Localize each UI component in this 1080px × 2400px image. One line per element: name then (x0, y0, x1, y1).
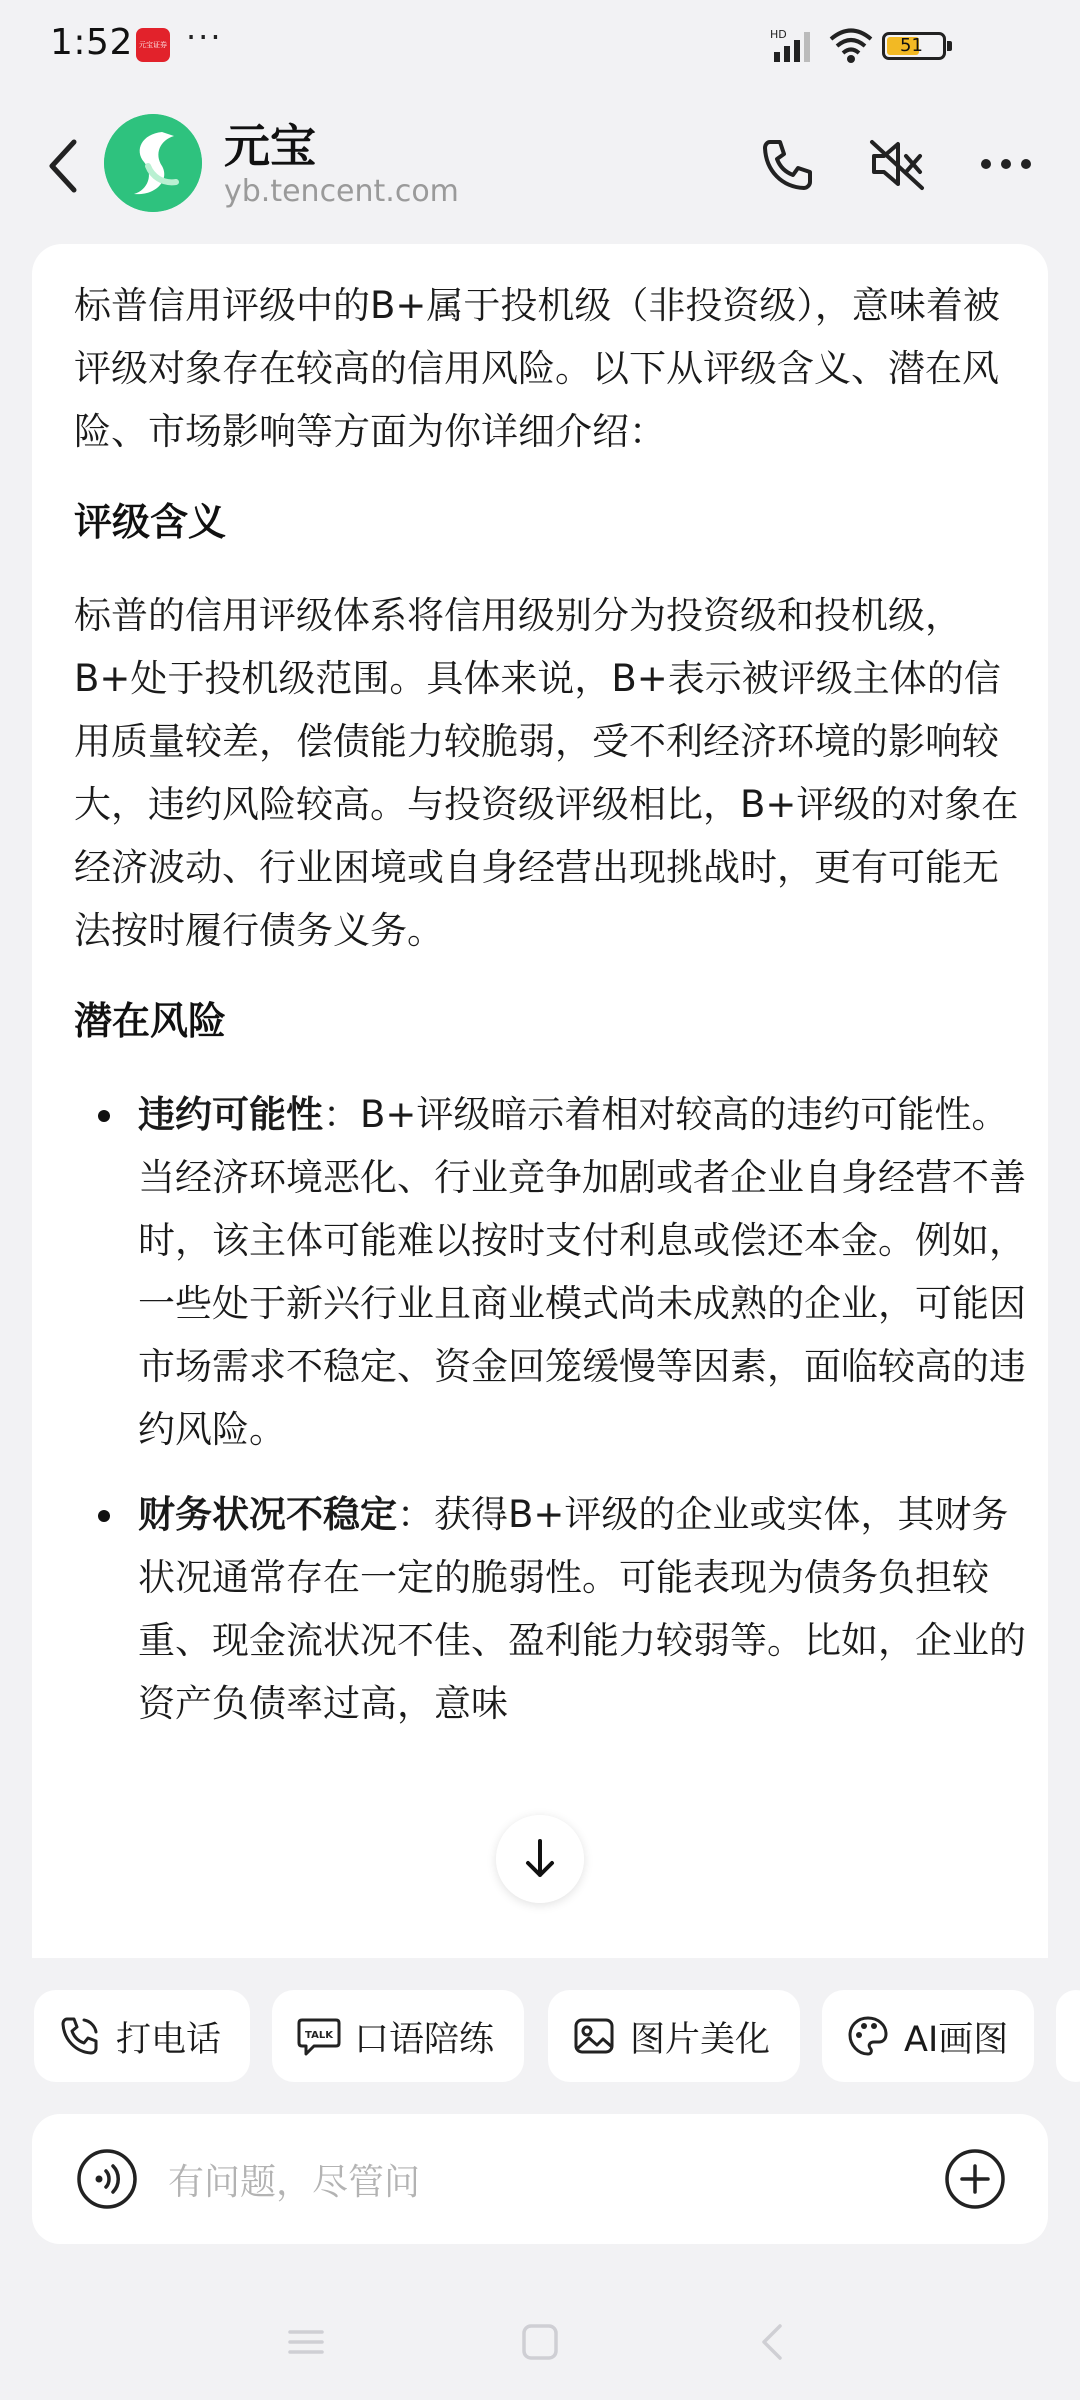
section-body: 标普的信用评级体系将信用级别分为投资级和投机级，B+处于投机级范围。具体来说，B+表示被评级主体的信用质量较差，偿债能力较脆弱，受不利经济环境的影响较大，违约风险较高。与投资级评级相比，B+评级的对象在经济波动、行业困境或自身经营出现挑战时，更有可能无法按时履行债务义务。 (74, 594, 1019, 952)
talk-icon (296, 2014, 342, 2058)
list-item (74, 1083, 1034, 1461)
signal-icon (770, 28, 820, 64)
quick-actions (0, 1990, 1080, 2082)
battery-icon (882, 32, 946, 60)
chat-subtitle: yb.tencent.com (224, 174, 459, 209)
quick-action-label: 口语陪练 (354, 2020, 495, 2060)
notification-app-icon (136, 28, 170, 62)
battery-level: 51 (900, 35, 923, 56)
bullet-dot (98, 1510, 110, 1522)
quick-action-call[interactable] (34, 1990, 250, 2082)
back-icon[interactable] (44, 134, 84, 198)
scroll-to-bottom-button[interactable] (496, 1815, 584, 1903)
list-item-text: ：B+评级暗示着相对较高的违约可能性。当经济环境恶化、行业竞争加剧或者企业自身经营不善时，该主体可能难以按时支付利息或偿还本金。例如，一些处于新兴行业且商业模式尚未成熟的企业，可能因市场需求不稳定、资金回笼缓慢等因素，面临较高的违约风险。 (138, 1093, 1026, 1451)
list-item-title: 财务状况不稳定 (138, 1493, 397, 1536)
list-item-text: ：获得B+评级的企业或实体，其财务状况通常存在一定的脆弱性。可能表现为债务负担较重、现金流状况不佳、盈利能力较弱等。比如，企业的资产负债率过高，意味 (138, 1493, 1026, 1725)
add-attachment-icon[interactable] (944, 2148, 1006, 2210)
ai-response-card (32, 244, 1048, 1958)
section-heading: 潜在风险 (74, 999, 227, 1043)
more-options-icon[interactable] (976, 132, 1036, 196)
status-icons (770, 26, 1040, 66)
quick-action-speaking[interactable] (272, 1990, 524, 2082)
status-time: 1:52 (50, 22, 133, 63)
quick-action-image-beautify[interactable] (548, 1990, 800, 2082)
app-badge-text: 元宝证券 (139, 41, 167, 49)
list-item (74, 1483, 1034, 1735)
status-bar (0, 0, 1080, 92)
yuanbao-logo (104, 114, 202, 212)
system-back-icon[interactable] (752, 2320, 796, 2364)
wifi-icon (828, 26, 874, 64)
chat-title: 元宝 (224, 119, 316, 173)
quick-action-label: 打电话 (116, 2020, 222, 2060)
phone-call-icon[interactable] (756, 132, 816, 196)
response-content (74, 274, 1034, 1757)
quick-action-ai-draw[interactable] (822, 1990, 1034, 2082)
voice-input-icon[interactable] (76, 2148, 138, 2210)
svg-text:TALK: TALK (305, 2030, 333, 2041)
quick-action-label: 图片美化 (630, 2020, 771, 2060)
network-label: HD (770, 28, 787, 41)
palette-icon (846, 2014, 890, 2058)
more-notifications-icon: ··· (186, 18, 223, 56)
recent-apps-icon[interactable] (284, 2320, 328, 2364)
response-intro: 标普信用评级中的B+属于投机级（非投资级），意味着被评级对象存在较高的信用风险。以下从评级含义、潜在风险、市场影响等方面为你详细介绍： (74, 284, 1000, 453)
home-icon[interactable] (518, 2320, 562, 2364)
chat-header (0, 92, 1080, 242)
message-input-bar (32, 2114, 1048, 2244)
quick-action-label: AI画图 (904, 2020, 1009, 2060)
phone-icon (58, 2014, 102, 2058)
risk-list (74, 1083, 1034, 1735)
section-heading: 评级含义 (74, 500, 227, 544)
list-item-title: 违约可能性 (138, 1093, 323, 1136)
bullet-dot (98, 1110, 110, 1122)
message-input[interactable]: 有问题，尽管问 (168, 2162, 421, 2203)
mute-speaker-icon[interactable] (866, 132, 926, 196)
quick-action-more[interactable] (1056, 1990, 1080, 2082)
image-icon (572, 2014, 616, 2058)
arrow-down-icon (496, 1815, 584, 1903)
system-nav-bar (0, 2280, 1080, 2400)
